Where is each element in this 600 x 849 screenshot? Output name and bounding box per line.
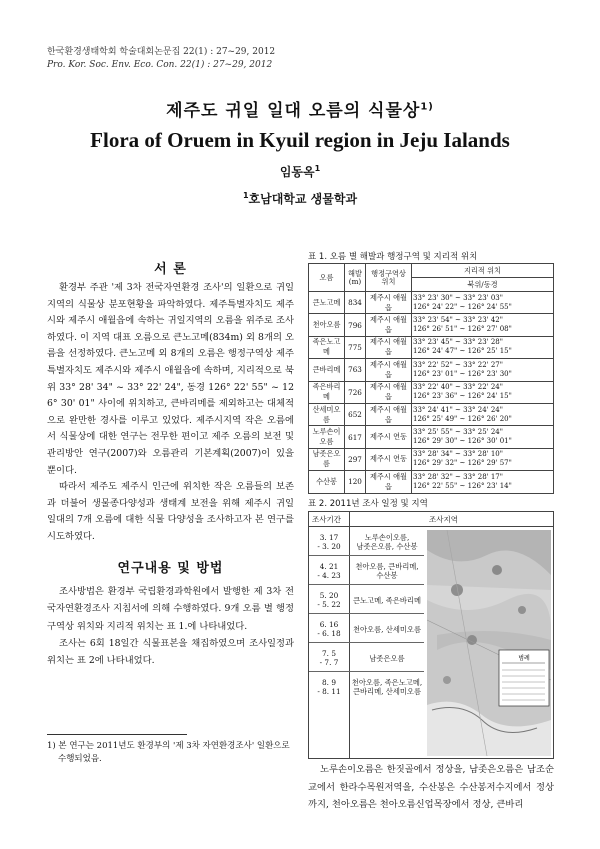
table2-caption: 표 2. 2011년 조사 일정 및 지역	[308, 499, 428, 509]
table1-cell-lon: 126° 24' 22" ~ 126° 24' 55"	[413, 302, 512, 311]
table-row	[309, 314, 554, 336]
table-row	[309, 336, 554, 358]
table1	[308, 263, 554, 494]
table2-date-start: 8. 9	[322, 678, 336, 687]
table1-cell-lon: 126° 24' 47" ~ 126° 25' 15"	[413, 347, 512, 356]
table1-cell-elev: 726	[345, 381, 366, 403]
table2-date-start: 3. 17	[319, 533, 339, 542]
table2	[308, 511, 554, 759]
table1-cell-admin: 제주시 애월읍	[366, 381, 412, 403]
table2-header-period: 조사기간	[312, 515, 341, 524]
table2-site	[351, 625, 423, 634]
table1-cell-geo	[412, 426, 554, 448]
table2-site	[351, 533, 423, 551]
author	[0, 163, 600, 180]
methods-paragraph: 조사방법은 환경부 국립환경과학원에서 발행한 제 3차 전국자연환경조사 지침서에 의해 수행하였다. 9개 오름 별 행정구역상 위치와 지리적 위치는 표 1.에 나타내었다.	[47, 586, 294, 632]
table2-date-end: - 8. 11	[317, 687, 341, 696]
table-row	[309, 403, 554, 425]
table1-cell-geo	[412, 292, 554, 314]
intro-paragraph: 따라서 제주도 제주시 인근에 위치한 작은 오름들의 보존과 더불어 생물종다양성과 생태계 보전을 위해 제주시 귀일 일대의 7개 오름에 대한 식물 다양성을 조사하고자 본 연구를 시도하였다.	[47, 481, 294, 542]
map-legend-title: 범례	[518, 655, 530, 662]
table1-cell-elev: 796	[345, 314, 366, 336]
map-image	[427, 530, 551, 756]
table1-cell-name: 산세미오름	[309, 403, 345, 425]
table2-date-end: - 7. 7	[319, 658, 339, 667]
table-row	[309, 381, 554, 403]
intro-heading: 서 론	[154, 262, 187, 277]
table2-site-line: 수산봉	[376, 571, 398, 580]
table1-cell-elev: 617	[345, 426, 366, 448]
affiliation	[0, 190, 600, 207]
table-row	[309, 557, 424, 585]
table-row	[309, 426, 554, 448]
table2-date-start: 7. 5	[322, 649, 336, 658]
table2-date	[309, 620, 349, 638]
table1-header-geo: 지리적 위치	[412, 264, 554, 278]
table2-site	[351, 678, 423, 696]
table1-cell-lat: 33° 25' 55" ~ 33° 25' 24"	[413, 428, 503, 437]
table1-cell-lon: 126° 23' 01" ~ 126° 23' 30"	[413, 369, 512, 378]
paper-title-english: Flora of Oruem in Kyuil region in Jeju Ialands	[90, 128, 510, 152]
results-paragraph: 노루손이오름은 한짓골에서 정상을, 남좃은오름은 남조순교에서 한라수목원저역을, 수산봉은 수산봉저수지에서 정상까지, 천아오름은 천아오름신업목장에서 정상, 큰바리	[308, 764, 554, 810]
table1-cell-geo	[412, 448, 554, 470]
title-korean-text: 제주도 귀일 일대 오름의 식물상	[166, 101, 421, 121]
table1-cell-name: 수산봉	[309, 471, 345, 493]
table1-cell-geo	[412, 336, 554, 358]
table1-cell-elev: 652	[345, 403, 366, 425]
table1-cell-admin: 제주시 애월읍	[366, 292, 412, 314]
methods-body	[47, 583, 294, 669]
table1-cell-name: 큰바리메	[309, 359, 345, 381]
footnote-divider	[47, 734, 187, 735]
table2-site-line: 천아오름, 산세미오름	[352, 625, 422, 634]
survey-area-map	[427, 530, 551, 756]
intro-paragraph: 환경부 주관 '제 3차 전국자연환경 조사'의 일환으로 귀일지역의 식물상 분포현황을 파악하였다. 제주특별자치도 제주시와 제주시 애월읍에 속하는 귀일지역의 오름을 위주로 조사하였다. 이 지역 대표 오름으로 큰노고메(834m) 외 8개의 오름을 선정하였다. 큰노고메 외 8개의 오름은 행정구역상 제주특별자치도 제주시와 제주시 애월읍에 속하며, 지리적으로 북위 33° 28' 34" ~ 33° 22' 24", 동경 126° 22' 55" ~ 126° 30' 01" 사이에 위치하고, 큰바리메를 제외하고는 대체적으로 완만한 경사를 이루고 있었다. 제주시지역 작은 오름에서 식물상에 대한 연구는 전무한 편이고 제주 오름의 보전 및 관리방안 연구(2007)와 오름관리 기본계획(2007)이 있을 뿐이다.	[47, 282, 294, 476]
table1-cell-admin: 제주시 애월읍	[366, 336, 412, 358]
table1-cell-geo	[412, 403, 554, 425]
table1-header-geo-sub: 북위/동경	[412, 278, 554, 292]
paper-title-korean	[0, 96, 600, 121]
table1-cell-lat: 33° 23' 30" ~ 33° 23' 03"	[413, 293, 503, 302]
intro-body	[47, 280, 294, 546]
table2-date-start: 6. 16	[319, 620, 339, 629]
table1-cell-admin: 제주시 애월읍	[366, 314, 412, 336]
table2-site-line: 천아오름, 족은노고메,	[351, 678, 423, 687]
table1-cell-admin: 제주시 연동	[366, 448, 412, 470]
table1-cell-name: 노루손이오름	[309, 426, 345, 448]
table1-cell-geo	[412, 359, 554, 381]
table2-site	[351, 596, 423, 605]
table-row	[309, 615, 424, 643]
table-row	[309, 528, 424, 556]
affiliation-text: 호남대학교 생물학과	[248, 192, 358, 206]
table2-site-line: 남좃은오름	[369, 654, 405, 663]
methods-paragraph: 조사는 6회 18일간 식물표본을 채집하였으며 조사일정과 위치는 표 2에 나타내었다.	[47, 637, 294, 667]
results-body	[308, 761, 554, 814]
journal-header-english: Pro. Kor. Soc. Env. Eco. Con. 22(1) : 27~29, 2012	[47, 60, 273, 70]
table1-cell-admin: 제주시 애월읍	[366, 403, 412, 425]
table2-site-line: 남좃은오름, 수산봉	[356, 542, 418, 551]
table1-cell-admin: 제주시 연동	[366, 426, 412, 448]
table1-cell-name: 족은바리메	[309, 381, 345, 403]
table2-header	[309, 512, 553, 527]
table1-cell-name: 남좃은오름	[309, 448, 345, 470]
table1-cell-geo	[412, 314, 554, 336]
table1-cell-lon: 126° 22' 55" ~ 126° 23' 14"	[413, 481, 512, 490]
title-footnote-mark: 1)	[420, 101, 434, 113]
journal-header-korean: 한국환경생태학회 학술대회논문집 22(1) : 27~29, 2012	[47, 47, 276, 57]
table1-cell-lat: 33° 24' 41" ~ 33° 24' 24"	[413, 405, 503, 414]
table1-cell-lat: 33° 28' 34" ~ 33° 28' 10"	[413, 450, 503, 459]
table2-date-end: - 5. 22	[317, 600, 341, 609]
table2-site-line: 천아오름, 큰바리메,	[355, 562, 419, 571]
table2-date	[309, 678, 349, 696]
table-row	[309, 586, 424, 614]
affiliation-mark: 1	[242, 191, 249, 200]
table2-site-line: 큰바리메, 산세미오름	[352, 687, 422, 696]
table-row	[309, 448, 554, 470]
table-row	[309, 292, 554, 314]
table2-date-end: - 3. 20	[317, 542, 341, 551]
table1-cell-lat: 33° 22' 52" ~ 33° 22' 27"	[413, 360, 503, 369]
table1-cell-elev: 120	[345, 471, 366, 493]
table2-site	[351, 654, 423, 663]
table1-cell-geo	[412, 471, 554, 493]
table1-header-elev: 해발(m)	[345, 264, 366, 292]
table1-cell-elev: 763	[345, 359, 366, 381]
table2-date-end: - 4. 23	[317, 571, 341, 580]
table1-cell-elev: 834	[345, 292, 366, 314]
table-row	[309, 673, 424, 703]
table-row	[309, 359, 554, 381]
table2-date	[309, 562, 349, 580]
table1-cell-name: 족은노고메	[309, 336, 345, 358]
table2-site-line: 큰노고메, 족은바리메	[352, 596, 422, 605]
table1-cell-lat: 33° 23' 54" ~ 33° 23' 42"	[413, 316, 503, 325]
table1-caption: 표 1. 오름 별 해발과 행정구역 및 지리적 위치	[308, 252, 478, 262]
table2-date-start: 4. 21	[319, 562, 339, 571]
table1-cell-lon: 126° 25' 49" ~ 126° 26' 20"	[413, 414, 512, 423]
methods-heading: 연구내용 및 방법	[117, 561, 224, 576]
table2-date-end: - 6. 18	[317, 629, 341, 638]
table1-cell-lon: 126° 29' 30" ~ 126° 30' 01"	[413, 437, 512, 446]
table2-date	[309, 533, 349, 551]
table2-site	[351, 562, 423, 580]
table1-cell-lon: 126° 26' 51" ~ 126° 27' 08"	[413, 325, 512, 334]
table2-date	[309, 591, 349, 609]
table1-cell-elev: 775	[345, 336, 366, 358]
table1-cell-name: 천아오름	[309, 314, 345, 336]
table1-cell-admin: 제주시 애월읍	[366, 471, 412, 493]
table2-date	[309, 649, 349, 667]
table1-cell-name: 큰노고메	[309, 292, 345, 314]
author-name: 임동옥	[279, 165, 315, 179]
table1-cell-lon: 126° 23' 36" ~ 126° 24' 15"	[413, 392, 512, 401]
table2-date-start: 5. 20	[319, 591, 339, 600]
footnote: 1) 본 연구는 2011년도 환경부의 '제 3차 자연환경조사' 일환으로 수행되었음.	[47, 741, 290, 764]
table-row	[309, 644, 424, 672]
table1-cell-lat: 33° 23' 45" ~ 33° 23' 28"	[413, 338, 503, 347]
table1-header-name: 오름	[309, 264, 345, 292]
table1-cell-lat: 33° 22' 40" ~ 33° 22' 24"	[413, 383, 503, 392]
table-row	[309, 471, 554, 493]
table1-header-admin: 행정구역상 위치	[366, 264, 412, 292]
table2-header-area: 조사지역	[429, 515, 458, 524]
table1-cell-elev: 297	[345, 448, 366, 470]
table1-cell-geo	[412, 381, 554, 403]
table2-site-line: 노루손이오름,	[364, 533, 410, 542]
author-mark: 1	[314, 164, 321, 173]
table1-cell-lon: 126° 29' 32" ~ 126° 29' 57"	[413, 459, 512, 468]
table1-cell-admin: 제주시 애월읍	[366, 359, 412, 381]
table1-cell-lat: 33° 28' 32" ~ 33° 28' 17"	[413, 472, 503, 481]
